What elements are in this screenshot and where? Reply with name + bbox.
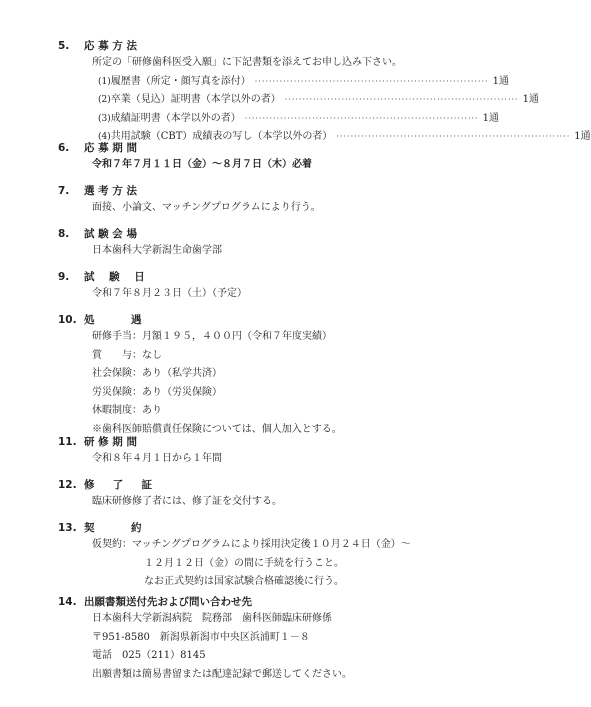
treatment-line: 研修手当：月額１９５，４００円（令和７年度実績）	[92, 331, 332, 342]
section-title: 応 募 期 間	[84, 142, 137, 154]
document-list-item: (3) 成績証明書（本学以外の者） ·································································· 1通	[98, 110, 488, 129]
document-list-item: (2) 卒業（見込）証明書（本学以外の者） ·································································· 1通	[98, 91, 488, 110]
section-heading	[58, 183, 488, 197]
document-list-item: (1) 履歴書（所定・顔写真を添付） ·································································· 1通	[98, 73, 488, 92]
treatment-line: 労災保険：あり（労災保険）	[92, 386, 222, 398]
section-number: 12.	[58, 479, 77, 491]
contract-line: １２月１２日（金）の間に手続を行うこと。	[144, 557, 344, 569]
application-deadline: 令和７年７月１１日（金）～８月７日（木）必着	[92, 159, 312, 170]
section-heading	[58, 226, 488, 240]
contact-line: 出願書類は簡易書留または配達記録で郵送してください。	[92, 668, 352, 680]
section-title: 選 考 方 法	[84, 185, 137, 197]
section-heading	[58, 38, 488, 52]
treatment-line: 休暇制度：あり	[92, 405, 162, 416]
section-application-method	[58, 38, 591, 147]
section-number: 8.	[58, 228, 70, 240]
contract-line: 仮契約：マッチングプログラムにより採用決定後１０月２４日（金）～	[92, 539, 411, 550]
section-number: 7.	[58, 185, 70, 197]
treatment-line: ※歯科医師賠償責任保険については、個人加入とする。	[92, 423, 342, 435]
exam-date-text: 令和７年８月２３日（土）（予定）	[92, 288, 247, 299]
section-title: 出願書類送付先および問い合わせ先	[84, 596, 252, 608]
section-heading	[58, 477, 488, 491]
section-number: 5.	[58, 40, 70, 52]
section-number: 6.	[58, 142, 70, 154]
section-number: 14.	[58, 596, 77, 608]
contact-line: 日本歯科大学新潟病院 院務部 歯科医師臨床研修係	[92, 613, 332, 624]
treatment-line: 社会保険：あり（私学共済）	[92, 368, 222, 379]
section-application-period	[58, 140, 488, 175]
section-heading	[58, 520, 488, 534]
section-selection-method	[58, 183, 488, 218]
section-number: 11.	[58, 436, 77, 448]
section-contact	[58, 594, 488, 684]
section-heading	[58, 434, 488, 448]
section-exam-venue	[58, 226, 488, 261]
section-exam-date	[58, 269, 488, 304]
section-heading	[58, 594, 488, 608]
section-number: 9.	[58, 271, 70, 283]
leader-dots: ··································································	[254, 76, 489, 86]
section-title: 研 修 期 間	[84, 436, 137, 448]
section-treatment	[58, 312, 488, 439]
section-training-period	[58, 434, 488, 469]
section-heading	[58, 312, 488, 326]
section-contract	[58, 520, 488, 592]
section-title: 試 験 会 場	[84, 228, 137, 240]
selection-method-text: 面接、小論文、マッチングプログラムにより行う。	[92, 202, 321, 213]
contact-line: 〒951-8580 新潟県新潟市中央区浜浦町１－８	[92, 631, 310, 643]
contract-line: なお正式契約は国家試験合格確認後に行う。	[144, 576, 344, 587]
section-certificate	[58, 477, 488, 512]
section-title: 修 了 証	[84, 479, 153, 491]
training-period-text: 令和８年４月１日から１年間	[92, 453, 222, 464]
leader-dots: ··································································	[244, 113, 479, 123]
section-title: 試 験 日	[84, 271, 145, 283]
section-intro: 所定の「研修歯科医受入願」に下記書類を添えてお申し込み下さい。	[92, 57, 402, 68]
treatment-line: 賞 与：なし	[92, 349, 162, 361]
leader-dots: ··································································	[284, 95, 519, 104]
certificate-text: 臨床研修修了者には、修了証を交付する。	[92, 496, 282, 507]
section-number: 10.	[58, 314, 77, 326]
section-heading	[58, 140, 488, 154]
section-title: 処 遇	[84, 314, 142, 326]
exam-venue-text: 日本歯科大学新潟生命歯学部	[92, 245, 222, 256]
document-list-item: (4) 共用試験（CBT）成績表の写し（本学以外の者） ·································································· 1通	[98, 128, 488, 147]
contact-line: 電話 025（211）8145	[92, 650, 206, 661]
section-heading	[58, 269, 488, 283]
leader-dots: ··································································	[336, 132, 571, 141]
section-number: 13.	[58, 522, 77, 534]
section-title: 応 募 方 法	[84, 40, 137, 52]
section-title: 契 約	[84, 522, 142, 534]
